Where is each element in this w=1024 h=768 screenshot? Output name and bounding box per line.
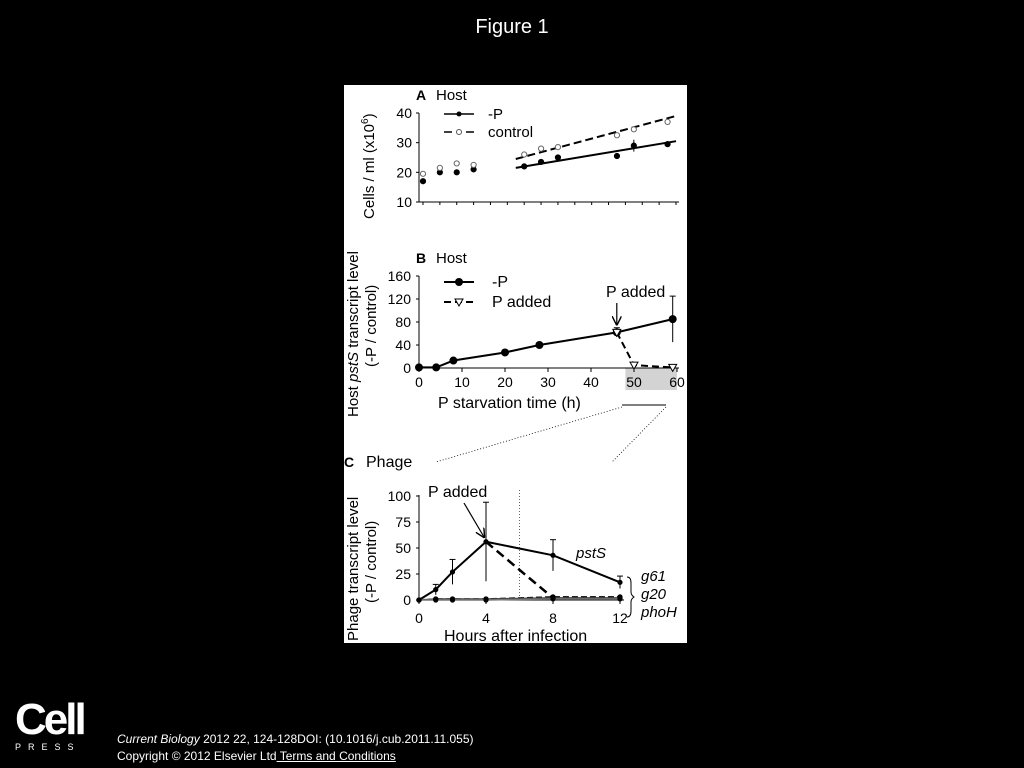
panel-b-ytick-label: 0 (403, 360, 411, 376)
panel-b-xtick-label: 10 (454, 374, 470, 390)
data-point-phoh (416, 597, 421, 602)
series-bracket (627, 577, 634, 617)
citation-details: 2012 22, 124-128DOI: (10.1016/j.cub.2011.11.055) (203, 732, 474, 746)
panel-b-legend (444, 274, 551, 311)
data-point-psts (433, 587, 438, 592)
journal-name: Current Biology (117, 732, 200, 746)
data-point-psts (483, 539, 488, 544)
data-point-control (555, 145, 560, 150)
figure-svg (344, 85, 687, 643)
trendline-control (516, 116, 676, 159)
legend-b-minus-p-label: -P (492, 274, 508, 291)
logo-press: PRESS (15, 742, 81, 752)
panel-c-annotation-arrow (464, 503, 484, 537)
data-point-control (665, 119, 670, 124)
data-point-control (522, 152, 527, 157)
panel-c-annotation: P added (428, 484, 488, 501)
data-point-minus-p (415, 363, 423, 371)
data-point-minus-p (631, 143, 636, 148)
terms-link[interactable]: Terms and Conditions (276, 749, 396, 763)
panel-c-letter: C (344, 454, 355, 470)
panel-c-ytick-label: 75 (395, 514, 411, 530)
data-point-psts (617, 580, 622, 585)
panel-c-xtick-label: 4 (482, 610, 490, 626)
data-point-phoh (550, 596, 555, 601)
data-point-psts (450, 569, 455, 574)
data-point-minus-p (535, 341, 543, 349)
data-point-phoh (617, 596, 622, 601)
data-point-control (631, 127, 636, 132)
panel-b-xtick-label: 60 (669, 374, 685, 390)
panel-c-xtick-label: 12 (612, 610, 628, 626)
data-point-minus-p (432, 363, 440, 371)
panel-c-xtick-label: 8 (549, 610, 557, 626)
panel-b-ytick-label: 120 (387, 291, 411, 307)
panel-a-letter: A (416, 87, 427, 103)
panel-c-ytick-label: 0 (403, 592, 411, 608)
series-label-g20: g20 (641, 586, 667, 603)
panel-c-ytick-label: 25 (395, 566, 411, 582)
data-point-minus-p (501, 348, 509, 356)
panel-a-title: Host (436, 87, 467, 104)
data-point-minus-p (420, 179, 425, 184)
data-point-minus-p (614, 153, 619, 158)
panel-c-ytick-label: 100 (387, 488, 411, 504)
data-point-minus-p (522, 164, 527, 169)
citation (117, 731, 473, 765)
panel-b-ylabel-line2: (-P / control) (363, 284, 380, 367)
legend-b-minus-p-marker (455, 278, 463, 286)
panel-b-ytick-label: 80 (395, 314, 411, 330)
data-point-control (614, 133, 619, 138)
panel-b-letter: B (416, 250, 427, 266)
legend-control-label: control (488, 124, 534, 141)
data-point-minus-p (669, 315, 677, 323)
panel-c-ylabel-line1: Phage transcript level (345, 496, 362, 641)
panel-b-xtick-label: 0 (415, 374, 423, 390)
data-point-minus-p (538, 159, 543, 164)
data-point-control (538, 146, 543, 151)
series-label-psts: pstS (576, 545, 607, 562)
data-point-phoh (483, 597, 488, 602)
panel-b-xtick-label: 50 (626, 374, 642, 390)
panel-a-ytick-label: 10 (396, 194, 412, 210)
series-label-g61: g61 (641, 568, 667, 585)
panel-b-xlabel: P starvation time (h) (438, 395, 581, 412)
panel-a-ytick-label: 40 (396, 105, 412, 121)
data-point-psts (550, 553, 555, 558)
figure-panel (344, 85, 687, 643)
zoom-connector-right (612, 407, 666, 462)
legend-control-marker (457, 130, 462, 135)
panel-a (360, 87, 679, 219)
panel-b-xtick-label: 40 (583, 374, 599, 390)
citation-line (117, 731, 473, 748)
legend-minus-p-marker (457, 112, 462, 117)
panel-c-xtick-label: 0 (415, 610, 423, 626)
panel-b-xtick-label: 30 (540, 374, 556, 390)
data-point-minus-p (454, 170, 459, 175)
panel-a-ytick-label: 30 (396, 134, 412, 151)
panel-a-legend (444, 106, 533, 141)
panel-b-annotation: P added (606, 284, 666, 301)
data-point-minus-p (449, 357, 457, 365)
data-point-minus-p (555, 155, 560, 160)
panel-b-ytick-label: 40 (395, 337, 411, 353)
panel-b-ylabel-line1: Host pstS transcript level (345, 251, 362, 417)
panel-a-ytick-label: 20 (396, 164, 412, 181)
data-point-phoh (450, 597, 455, 602)
panel-c-ylabel-line2: (-P / control) (363, 520, 380, 603)
series-label-phoh: phoH (641, 604, 677, 621)
data-point-control (471, 162, 476, 167)
cell-press-logo (15, 695, 85, 752)
panel-b-xtick-label: 20 (497, 374, 513, 390)
panel-c-ytick-label: 50 (395, 540, 411, 556)
panel-c (344, 454, 677, 643)
panel-c-title: Phage (366, 454, 413, 471)
legend-minus-p-label: -P (488, 106, 503, 123)
panel-b-ytick-label: 160 (387, 268, 411, 284)
zoom-connector-left (436, 407, 622, 462)
line-p-added (617, 332, 673, 367)
panel-c-xlabel: Hours after infection (444, 628, 588, 643)
panel-b (345, 250, 685, 417)
data-point-control (437, 165, 442, 170)
slide-title: Figure 1 (475, 16, 549, 38)
copyright-text: Copyright © 2012 Elsevier Ltd (117, 749, 277, 763)
data-point-control (420, 171, 425, 176)
copyright-line (117, 748, 473, 765)
data-point-phoh (433, 597, 438, 602)
data-point-minus-p (665, 142, 670, 147)
logo-word: Cell (15, 695, 84, 744)
legend-b-p-added-label: P added (492, 294, 552, 311)
data-point-control (454, 161, 459, 166)
panel-b-title: Host (436, 250, 467, 267)
panel-a-ylabel: Cells / ml $(x10^6)$ (360, 113, 378, 219)
